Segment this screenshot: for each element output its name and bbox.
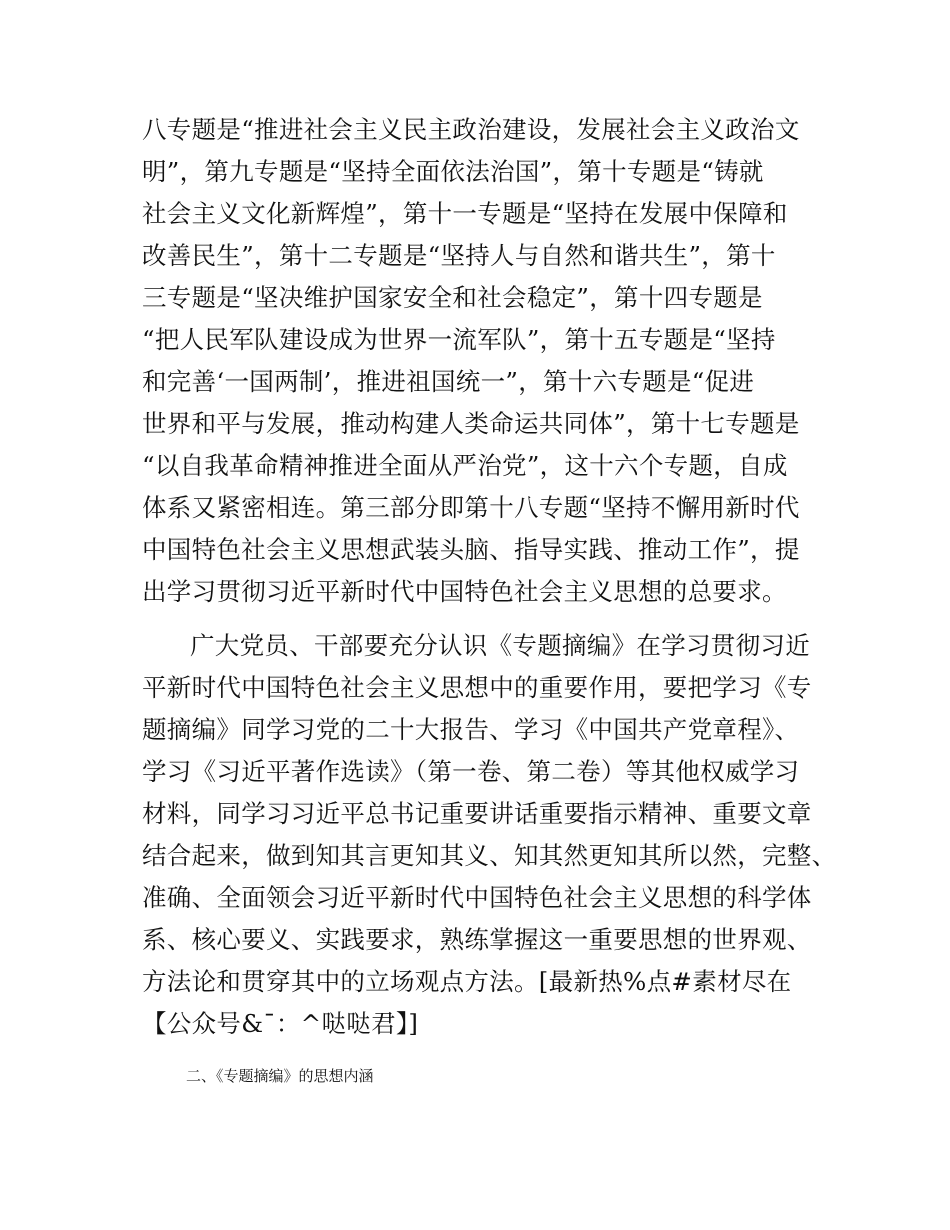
paragraph-line: 方法论和贯穿其中的立场观点方法。[最新热%点#素材尽在 <box>142 967 792 996</box>
paragraph-line: 题摘编》同学习党的二十大报告、学习《中国共产党章程》、 <box>142 715 800 744</box>
paragraph-line: 广大党员、干部要充分认识《专题摘编》在学习贯彻习近 <box>190 631 810 660</box>
paragraph-line: 社会主义文化新辉煌”，第十一专题是“坚持在发展中保障和 <box>142 199 788 228</box>
paragraph-line: 改善民生”，第十二专题是“坚持人与自然和谐共生”，第十 <box>142 241 776 270</box>
paragraph-line: 平新时代中国特色社会主义思想中的重要作用，要把学习《专 <box>142 673 812 702</box>
paragraph-line: 准确、全面领会习近平新时代中国特色社会主义思想的科学体 <box>142 883 812 912</box>
paragraph-line: 学习《习近平著作选读》（第一卷、第二卷）等其他权威学习 <box>142 757 800 786</box>
paragraph-line: 材料，同学习习近平总书记重要讲话重要指示精神、重要文章 <box>142 799 812 828</box>
section-heading: 二、《专题摘编》的思想内涵 <box>186 1067 374 1085</box>
paragraph-line: 系、核心要义、实践要求，熟练掌握这一重要思想的世界观、 <box>142 925 812 954</box>
paragraph-line: 出学习贯彻习近平新时代中国特色社会主义思想的总要求。 <box>142 577 787 606</box>
paragraph-line: “把人民军队建设成为世界一流军队”，第十五专题是“坚持 <box>142 325 776 354</box>
paragraph-line: “以自我革命精神推进全面从严治党”，这十六个专题，自成 <box>142 451 788 480</box>
paragraph-line: 体系又紧密相连。第三部分即第十八专题“坚持不懈用新时代 <box>142 493 800 522</box>
paragraph-line: 结合起来，做到知其言更知其义、知其然更知其所以然，完整、 <box>142 841 837 870</box>
paragraph-line: 【公众号&¯：^哒哒君】] <box>142 1009 419 1038</box>
paragraph-line: 三专题是“坚决维护国家安全和社会稳定”，第十四专题是 <box>142 283 763 312</box>
paragraph-line: 中国特色社会主义思想武装头脑、指导实践、推动工作”，提 <box>142 535 800 564</box>
paragraph-line: 八专题是“推进社会主义民主政治建设，发展社会主义政治文 <box>142 115 800 144</box>
paragraph-line: 明”，第九专题是“坚持全面依法治国”，第十专题是“铸就 <box>142 157 764 186</box>
paragraph-line: 和完善‘一国两制’，推进祖国统一”，第十六专题是“促进 <box>142 367 755 396</box>
paragraph-line: 世界和平与发展，推动构建人类命运共同体”，第十七专题是 <box>142 409 800 438</box>
